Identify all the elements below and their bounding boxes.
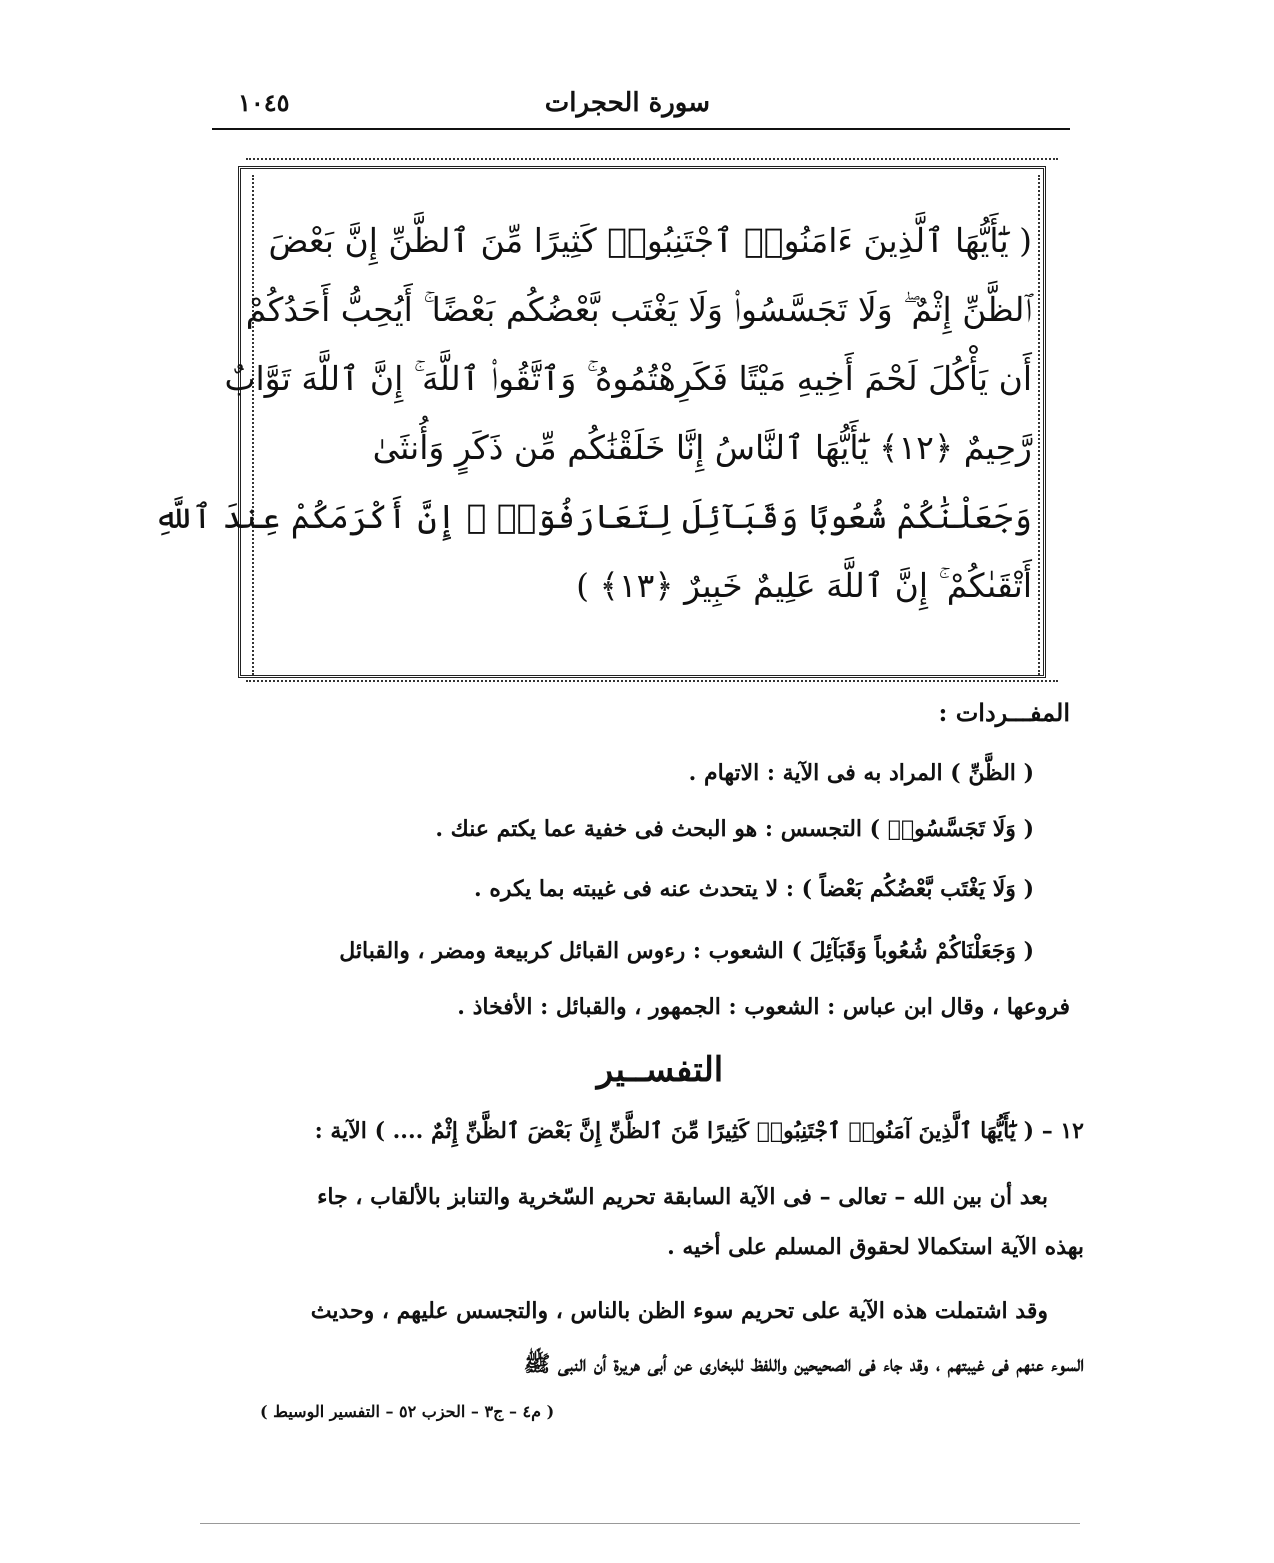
page-number: ١٠٤٥ <box>238 88 290 117</box>
page-footnote: ( م٤ – ج٣ – الحزب ٥٢ – التفسير الوسيط ) <box>260 1402 555 1421</box>
verse-line: ٱلظَّنِّ إِثْمٌ ۖ وَلَا تَجَسَّسُوا۟ وَلَا يَغْتَب بَّعْضُكُم بَعْضًا ۚ أَيُحِبُّ أَحَدُكُمْ <box>245 290 1032 329</box>
verse-line: أَن يَأْكُلَ لَحْمَ أَخِيهِ مَيْتًا فَكَرِهْتُمُوهُ ۚ وَٱتَّقُوا۟ ٱللَّهَ ۚ إِنَّ ٱللَّهَ تَوَّابٌ <box>224 359 1032 398</box>
vocabulary-heading: المفـــردات : <box>938 698 1070 727</box>
quran-verse-box <box>153 206 1032 620</box>
surah-title: سورة الحجرات <box>544 88 710 118</box>
tafsir-verse-ref: ١٢ – ( يَٰٓأَيُّهَا ٱلَّذِينَ آمَنُوا۟ ٱجْتَنِبُوا۟ كَثِيرًا مِّنَ ٱلظَّنِّ إِنَّ بَعْضَ ٱلظَّنِّ إِثْمٌ .... ) الآية : <box>314 1118 1084 1144</box>
tafsir-title: التفســير <box>596 1050 724 1090</box>
tafsir-paragraph: وقد اشتملت هذه الآية على تحريم سوء الظن بالناس ، والتجسس عليهم ، وحديث <box>310 1298 1048 1324</box>
tafsir-paragraph: السوء عنهم فى غيبتهم ، وقد جاء فى الصحيحين واللفظ للبخارى عن أبى هريرة أن النبى ﷺ <box>523 1351 1084 1377</box>
vocab-item: فروعها ، وقال ابن عباس : الشعوب : الجمهور ، والقبائل : الأفخاذ . <box>457 994 1070 1020</box>
bottom-divider <box>200 1523 1080 1524</box>
vocab-item: ( وَجَعَلْنَاكُمْ شُعُوباً وَقَبَآئِلَ ) الشعوب : رءوس القبائل كربيعة ومضر ، والقبائل <box>339 938 1034 964</box>
page-header <box>212 80 1070 128</box>
verse-line: رَّحِيمٌ ﴿١٢﴾ يَٰٓأَيُّهَا ٱلنَّاسُ إِنَّا خَلَقْنَٰكُم مِّن ذَكَرٍ وَأُنثَىٰ <box>372 428 1032 467</box>
verse-line: أَتْقَىٰكُمْ ۚ إِنَّ ٱللَّهَ عَلِيمٌ خَبِيرٌ ﴿١٣﴾ ) <box>576 566 1032 605</box>
header-divider <box>212 128 1070 130</box>
tafsir-paragraph: بعد أن بين الله – تعالى – فى الآية السابقة تحريم السّخرية والتنابز بالألقاب ، جاء <box>317 1184 1048 1210</box>
vocab-item: ( الظَّنِّ ) المراد به فى الآية : الاتهام . <box>688 760 1034 786</box>
vocab-item: ( وَلَا يَغْتَب بَّعْضُكُم بَعْضاً ) : لا يتحدث عنه فى غيبته بما يكره . <box>474 876 1034 902</box>
verse-line: ( يَٰٓأَيُّهَا ٱلَّذِينَ ءَامَنُوا۟ ٱجْتَنِبُوا۟ كَثِيرًا مِّنَ ٱلظَّنِّ إِنَّ بَعْضَ <box>268 221 1032 260</box>
frame-bottom-ornament <box>246 680 1058 690</box>
vocab-item: ( وَلَا تَجَسَّسُوا۟ ) التجسس : هو البحث فى خفية عما يكتم عنك . <box>435 816 1034 842</box>
tafsir-paragraph: بهذه الآية استكمالا لحقوق المسلم على أخيه . <box>667 1234 1084 1260</box>
verse-line: وَجَعَلْنَٰكُمْ شُعُوبًا وَقَبَآئِلَ لِتَعَارَفُوٓا۟ ۚ إِنَّ أَكْرَمَكُمْ عِندَ ٱللَّهِ <box>153 497 1032 536</box>
